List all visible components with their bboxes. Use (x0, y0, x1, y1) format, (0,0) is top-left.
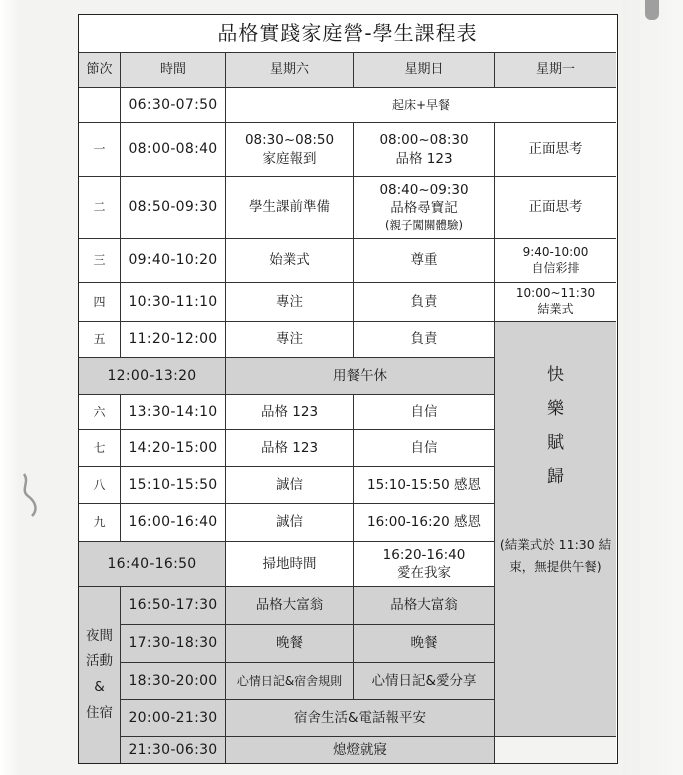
s1-monday: 正面思考 (495, 123, 616, 177)
scan-edge-right (623, 0, 683, 775)
session-label: 六 (79, 395, 121, 430)
s4-sunday: 負責 (354, 283, 495, 322)
time-s3: 09:40-10:20 (121, 239, 226, 283)
e1-saturday: 品格大富翁 (226, 587, 354, 625)
e4-content: 宿舍生活&電話報平安 (226, 700, 495, 737)
e3-sunday: 心情日記&愛分享 (354, 663, 495, 700)
time-lunch: 12:00-13:20 (79, 358, 226, 395)
wake-content: 起床+早餐 (226, 88, 616, 123)
blank-corner (495, 737, 616, 763)
time-wake: 06:30-07:50 (121, 88, 226, 123)
e1-sunday: 品格大富翁 (354, 587, 495, 625)
scan-edge-left (0, 0, 18, 775)
monday-note: (結業式於 11:30 結束，無提供午餐) (499, 537, 612, 574)
header-saturday: 星期六 (226, 53, 354, 88)
time-s1: 08:00-08:40 (121, 123, 226, 177)
time-e5: 21:30-06:30 (121, 737, 226, 763)
s3-monday: 9:40-10:00 自信彩排 (495, 239, 616, 283)
s2-sunday: 08:40~09:30 品格尋寶記 (親子闖關體驗) (354, 177, 495, 239)
session-label: 四 (79, 283, 121, 322)
header-time: 時間 (121, 53, 226, 88)
cleaning-saturday: 掃地時間 (226, 542, 354, 587)
time-s4: 10:30-11:10 (121, 283, 226, 322)
time-s6: 13:30-14:10 (121, 395, 226, 430)
time-cleaning: 16:40-16:50 (79, 542, 226, 587)
lunch-content: 用餐午休 (226, 358, 495, 395)
time-s8: 15:10-15:50 (121, 467, 226, 504)
session-label: 九 (79, 504, 121, 542)
session-label: 二 (79, 177, 121, 239)
header-session: 節次 (79, 53, 121, 88)
s1-sunday: 08:00~08:30 品格 123 (354, 123, 495, 177)
time-e4: 20:00-21:30 (121, 700, 226, 737)
e3-saturday: 心情日記&宿舍規則 (226, 663, 354, 700)
session-blank (79, 88, 121, 123)
session-label: 三 (79, 239, 121, 283)
s6-sunday: 自信 (354, 395, 495, 430)
time-s9: 16:00-16:40 (121, 504, 226, 542)
time-s7: 14:20-15:00 (121, 430, 226, 467)
monday-departure-text: 快 樂 賦 歸 (547, 365, 564, 487)
s2-saturday: 學生課前準備 (226, 177, 354, 239)
s3-sunday: 尊重 (354, 239, 495, 283)
s9-sunday: 16:00-16:20 感恩 (354, 504, 495, 542)
s3-saturday: 始業式 (226, 239, 354, 283)
session-label: 五 (79, 322, 121, 358)
session-label: 一 (79, 123, 121, 177)
s5-saturday: 專注 (226, 322, 354, 358)
schedule-sheet (78, 14, 618, 764)
s7-sunday: 自信 (354, 430, 495, 467)
session-label: 八 (79, 467, 121, 504)
e2-sunday: 晚餐 (354, 625, 495, 663)
e5-content: 熄燈就寢 (226, 737, 495, 763)
scan-mark (645, 0, 659, 20)
header-monday: 星期一 (495, 53, 616, 88)
session-label: 七 (79, 430, 121, 467)
e2-saturday: 晚餐 (226, 625, 354, 663)
s9-saturday: 誠信 (226, 504, 354, 542)
s1-saturday: 08:30~08:50 家庭報到 (226, 123, 354, 177)
evening-label: 夜間 活動 & 住宿 (79, 587, 121, 763)
s6-saturday: 品格 123 (226, 395, 354, 430)
monday-departure-block (495, 322, 616, 737)
cleaning-sunday: 16:20-16:40 愛在我家 (354, 542, 495, 587)
time-e1: 16:50-17:30 (121, 587, 226, 625)
schedule-title: 品格實踐家庭營-學生課程表 (79, 15, 616, 53)
s2-monday: 正面思考 (495, 177, 616, 239)
time-e3: 18:30-20:00 (121, 663, 226, 700)
s5-sunday: 負責 (354, 322, 495, 358)
time-s5: 11:20-12:00 (121, 322, 226, 358)
s8-saturday: 誠信 (226, 467, 354, 504)
time-e2: 17:30-18:30 (121, 625, 226, 663)
s4-monday: 10:00~11:30 結業式 (495, 283, 616, 322)
s8-sunday: 15:10-15:50 感恩 (354, 467, 495, 504)
pencil-mark (16, 470, 46, 520)
s7-saturday: 品格 123 (226, 430, 354, 467)
header-sunday: 星期日 (354, 53, 495, 88)
time-s2: 08:50-09:30 (121, 177, 226, 239)
s4-saturday: 專注 (226, 283, 354, 322)
